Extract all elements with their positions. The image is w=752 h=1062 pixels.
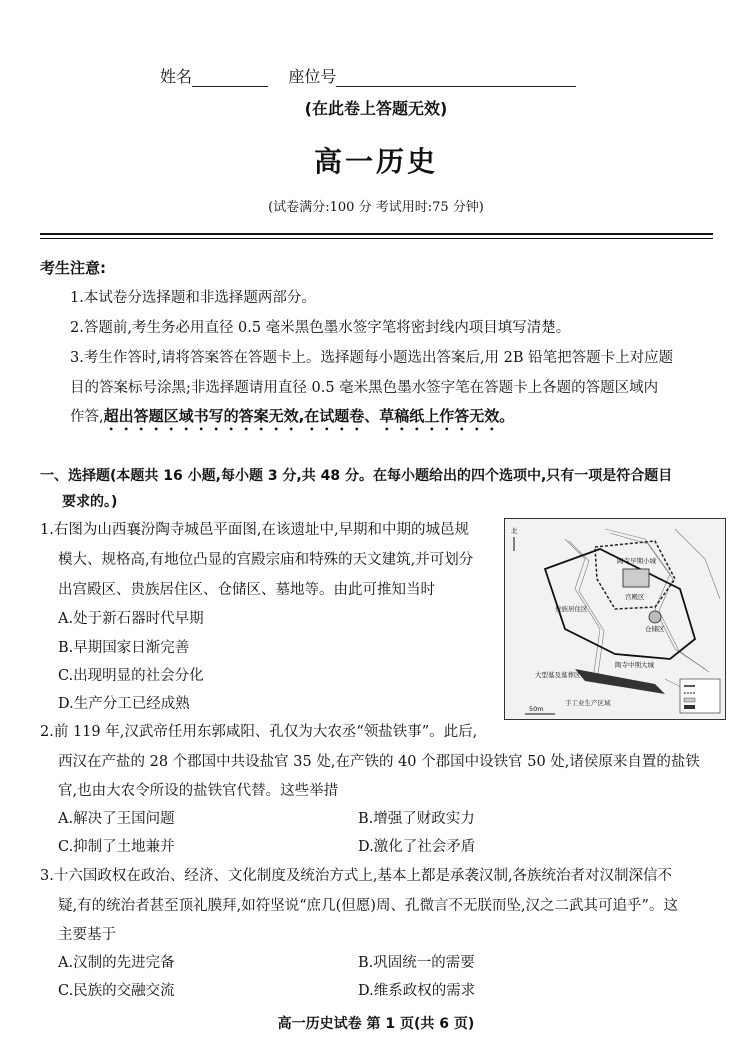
palace-area-mark: [623, 569, 649, 587]
q3-option-b: B.巩固统一的需要: [358, 955, 475, 971]
map-scale-label: 50m: [529, 705, 544, 713]
q1-option-c: C.出现明显的社会分化: [58, 668, 204, 684]
q1-stem-line-1: 1.右图为山西襄汾陶寺城邑平面图,在该遗址中,早期和中期的城邑规: [40, 522, 470, 538]
name-blank[interactable]: [192, 70, 268, 87]
q2-option-b: B.增强了财政实力: [358, 811, 475, 827]
q3-option-c: C.民族的交融交流: [58, 983, 175, 999]
q2-stem-line-3: 官,也由大农令所设的盐铁官代替。这些举措: [58, 783, 339, 799]
taosi-site-map: [504, 518, 726, 720]
legend-swatch-2: [684, 705, 695, 709]
page-title: 高一历史: [313, 145, 438, 178]
header-divider-thin: [40, 238, 713, 239]
map-label-noble: 贵族居住区: [555, 605, 588, 613]
notice-item-3-line-3: [70, 406, 514, 434]
notice-item-2: 2.答题前,考生务必用直径 0.5 毫米黑色墨水签字笔将密封线内项目填写清楚。: [70, 320, 571, 336]
q2-stem-line-2: 西汉在产盐的 28 个郡国中共设盐官 35 处,在产铁的 40 个郡国中设铁官 50 处,诸侯原来自置的盐铁: [58, 754, 700, 770]
q3-stem-line-1: 3.十六国政权在政治、经济、文化制度及统治方式上,基本上都是承袭汉制,各族统治者对汉制深信不: [40, 868, 673, 884]
storage-area-mark: [649, 611, 661, 623]
map-label-workshop: 手工业生产区域: [565, 699, 611, 707]
q3-stem-line-2: 疑,有的统治者甚至顶礼膜拜,如符坚说“庶几(但愿)周、孔微言不无朕而坠,汉之二武其可追乎”。这: [58, 898, 678, 914]
seat-blank[interactable]: [336, 70, 576, 87]
notice-item-1: 1.本试卷分选择题和非选择题两部分。: [70, 290, 316, 306]
q2-option-a: A.解决了王国问题: [58, 811, 175, 827]
exam-meta: (试卷满分:100 分 考试用时:75 分钟): [268, 200, 484, 215]
q1-stem-line-2: 模大、规格高,有地位凸显的宫殿宗庙和特殊的天文建筑,并可划分: [58, 552, 474, 568]
q2-option-d: D.激化了社会矛盾: [358, 839, 476, 855]
notice-item-3-emphasis: 超出答题区域书写的答案无效,在试题卷、草稿纸上作答无效。: [103, 407, 515, 425]
notice-heading: 考生注意:: [40, 259, 106, 277]
q2-option-c: C.抑制了土地兼并: [58, 839, 175, 855]
name-label: 姓名: [160, 67, 193, 86]
taosi-map-svg: [505, 519, 725, 719]
map-label-early-city: 陶寺早期小城: [617, 557, 656, 565]
map-label-palace: 宫殿区: [625, 593, 645, 601]
answer-invalid-note: (在此卷上答题无效): [304, 99, 448, 118]
page-footer: 高一历史试卷 第 1 页(共 6 页): [277, 1016, 475, 1032]
q1-stem-line-3: 出宫殿区、贵族居住区、仓储区、墓地等。由此可推知当时: [58, 582, 435, 598]
notice-item-3-prefix: 作答,: [70, 409, 104, 425]
notice-item-3-line-1: 3.考生作答时,请将答案答在答题卡上。选择题每小题选出答案后,用 2B 铅笔把答题卡上对应题: [70, 350, 674, 366]
map-label-storage: 仓储区: [645, 625, 665, 633]
q3-stem-line-3: 主要基于: [58, 927, 116, 943]
q1-option-d: D.生产分工已经成熟: [58, 696, 190, 712]
notice-item-3-line-2: 目的答案标号涂黑;非选择题请用直径 0.5 毫米黑色墨水签字笔在答题卡上各题的答题区域内: [70, 380, 659, 396]
q2-stem-line-1: 2.前 119 年,汉武帝任用东郭咸阳、孔仅为大农丞“领盐铁事”。此后,: [40, 724, 478, 740]
legend-swatch-1: [684, 698, 695, 702]
q3-option-d: D.维系政权的需求: [358, 983, 476, 999]
q1-option-b: B.早期国家日渐完善: [58, 640, 190, 656]
q1-option-a: A.处于新石器时代早期: [58, 611, 204, 627]
name-seat-line: [160, 64, 576, 87]
map-label-mid-city: 陶寺中期大城: [615, 661, 654, 669]
section-1-instructions-line-2: 要求的。): [62, 494, 118, 510]
section-1-instructions-line-1: 一、选择题(本题共 16 小题,每小题 3 分,共 48 分。在每小题给出的四个选项中,只有一项是符合题目: [40, 468, 673, 484]
seat-label: 座位号: [288, 67, 337, 86]
north-label: 北: [511, 527, 518, 535]
header-divider: [40, 233, 713, 235]
q3-option-a: A.汉制的先进完备: [58, 955, 175, 971]
map-label-tomb: 大型墓及墓葬区: [535, 671, 581, 679]
